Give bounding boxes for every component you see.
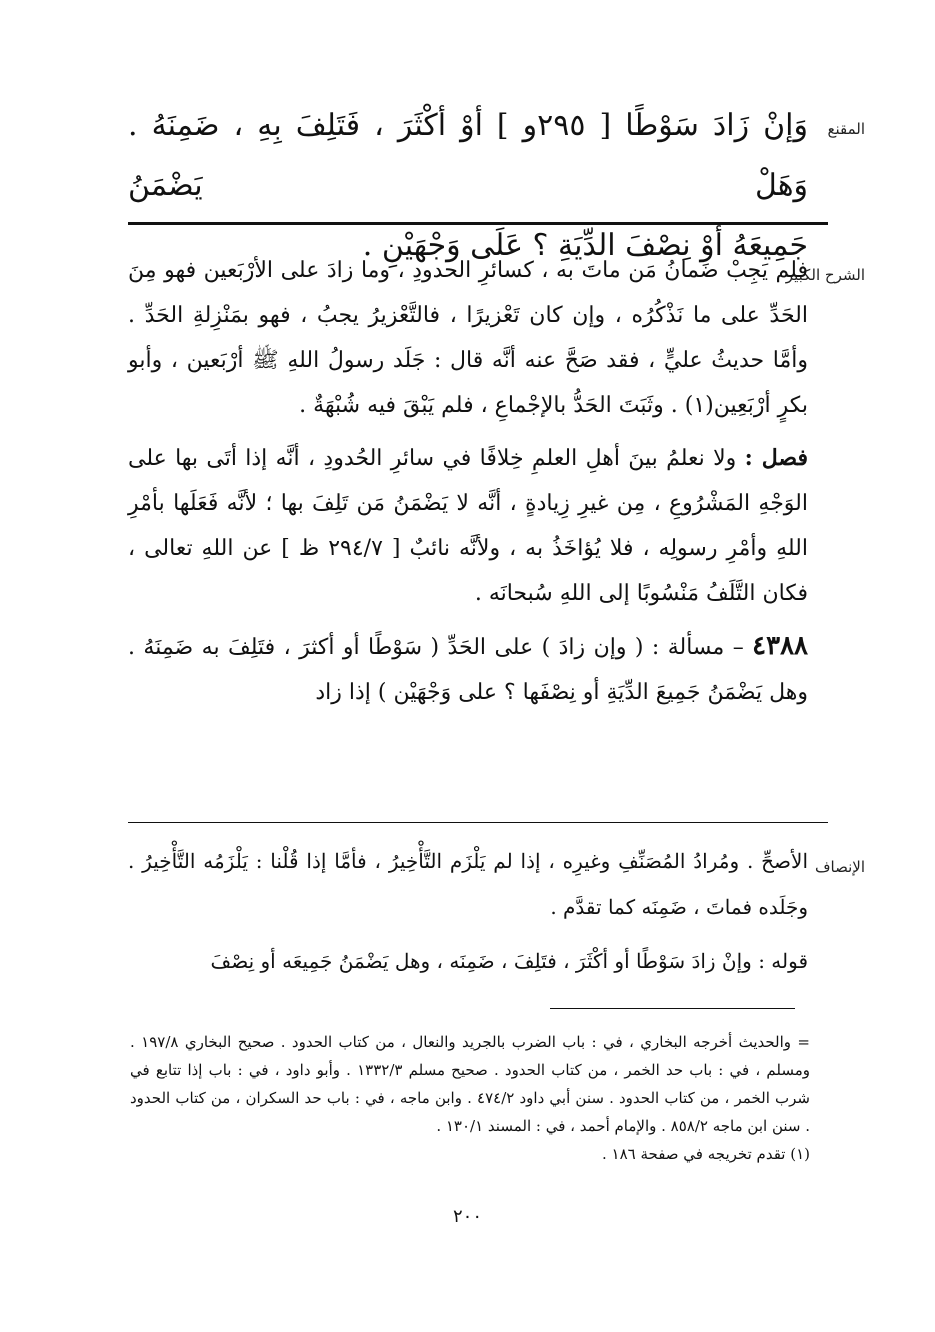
section-divider-thick <box>128 222 828 225</box>
insaf-text <box>128 838 808 984</box>
footnotes <box>130 1028 810 1168</box>
label-insaf: الإنصاف <box>814 858 865 876</box>
footnote-separator <box>550 1008 795 1009</box>
section-divider-thin <box>128 822 828 823</box>
matn-line-1: وَإنْ زَادَ سَوْطًا [ ٢٩٥و ] أوْ أكْثَرَ ، فَتَلِفَ بِهِ ، ضَمِنَهُ . وَهَلْ يَضْمَنُ <box>128 108 808 203</box>
sharh-paragraph-2 <box>128 436 808 616</box>
sharh-text <box>128 248 808 715</box>
masala-paragraph <box>128 624 808 715</box>
matn-line-2: جَمِيعَهُ أوْ نِصْفَ الدِّيَةِ ؟ عَلَى وَجْهَيْنِ . <box>362 228 808 263</box>
masala-body: – مسألة : ( وإن زادَ ) على الحَدِّ ( سَوْطًا أو أكثرَ ، فتَلِفَ به ضَمِنَهُ . وهل يَضْمَنُ جَمِيعَ الدِّيَةِ أو نِصْفَها ؟ على وَجْهَيْن ) إذا زاد <box>128 635 808 705</box>
insaf-paragraph-1: الأصحِّ . ومُرادُ المُصَنِّفِ وغيرِه ، إذا لم يَلْزَم التَّأْخِيرُ ، فأمَّا إذا قُلْنا : يَلْزَمُه التَّأْخِيرُ . وجَلَده فماتَ ، ضَمِنَه كما تقدَّم . <box>128 849 808 919</box>
footnote-1: (١) تقدم تخريجه في صفحة ١٨٦ . <box>601 1145 810 1163</box>
fasl-heading: فصل : <box>744 445 808 471</box>
sharh-paragraph-1: فلم يَجِبْ ضَمانُ مَن ماتَ به ، كسائرِ الحدودِ ، وما زادَ على الأرْبَعين فهو مِنَ الحَدِّ على ما نَذْكُرُه ، وإن كان تَعْزيرًا ، فالتَّعْزيرُ يجبُ ، فهو بمَنْزِلةِ الحَدِّ . وأمَّا حديثُ عليٍّ ، فقد صَحَّ عنه أنَّه قال : جَلَد رسولُ اللهِ ﷺ أرْبَعين ، وأبو بكرٍ أرْبَعِين(١) . وثَبَتَ الحَدُّ بالإجْماعِ ، فلم يَبْقَ فيه شُبْهَةٌ . <box>128 258 808 418</box>
masala-number: ٤٣٨٨ <box>752 631 808 661</box>
footnote-continued: = والحديث أخرجه البخاري ، في : باب الضرب بالجريد والنعال ، من كتاب الحدود . صحيح البخاري ١٩٧/٨ . ومسلم ، في : باب حد الخمر ، من كتاب الحدود . صحيح مسلم ١٣٣٢/٣ . وأبو داود ، في : باب إذا تتابع في شرب الخمر ، من كتاب الحدود . سنن أبي داود ٤٧٤/٢ . وابن ماجه ، في : باب حد السكران ، من كتاب الحدود . سنن ابن ماجه ٨٥٨/٢ . والإمام أحمد ، في : المسند ١٣٠/١ . <box>130 1033 810 1135</box>
fasl-body: ولا نعلمُ بينَ أهلِ العلمِ خِلافًا في سائرِ الحُدودِ ، أنَّه إذا أتَى بها على الوَجْهِ المَشْرُوعِ ، مِن غيرِ زِيادةٍ ، أنَّه لا يَضْمَنُ مَن تَلِفَ بها ؛ لأنَّه فَعَلَها بأمْرِ اللهِ وأمْرِ رسولِه ، فلا يُؤاخَذُ به ، ولأنَّه نائبٌ [ ٢٩٤/٧ ظ ] عن اللهِ تعالى ، فكان التَّلَفُ مَنْسُوبًا إلى اللهِ سُبحانَه . <box>128 446 808 606</box>
label-sharh: الشرح الكبير <box>785 266 865 284</box>
insaf-paragraph-2: قوله : وإنْ زادَ سَوْطًا أو أكْثَرَ ، فتَلِفَ ، ضَمِنَه ، وهل يَضْمَنُ جَمِيعَه أو نِصْفَ <box>210 949 808 973</box>
page-number: ٢٠٠ <box>452 1206 482 1227</box>
label-muqni: المقنع <box>827 120 865 138</box>
